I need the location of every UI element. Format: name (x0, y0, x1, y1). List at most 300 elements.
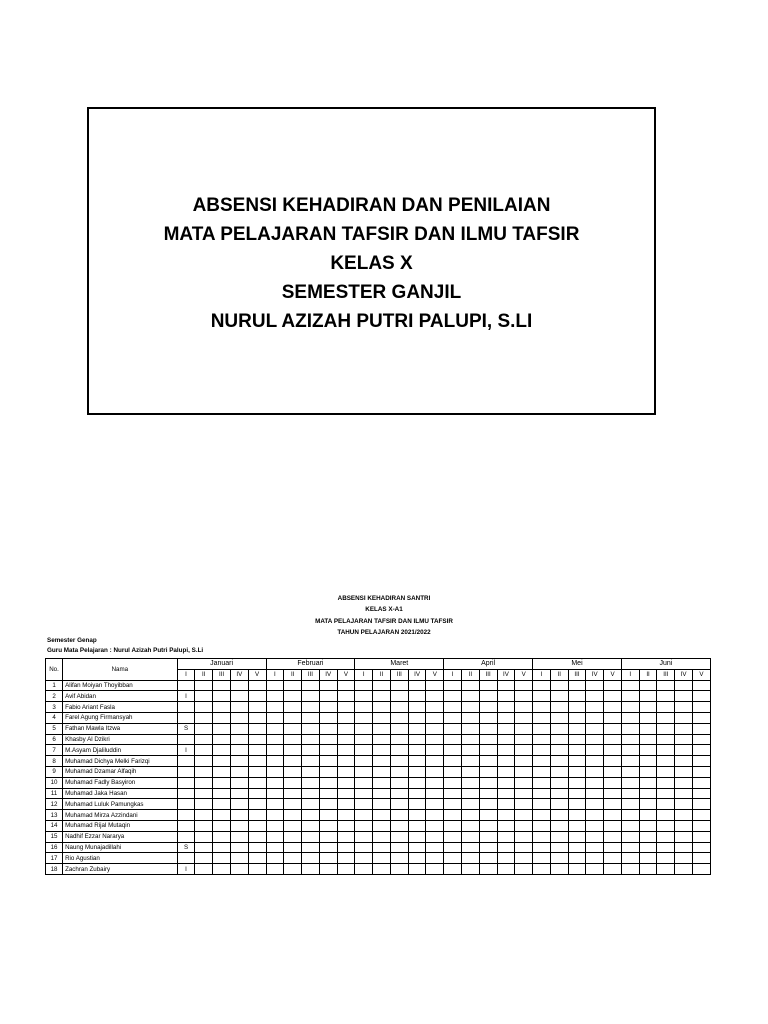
attendance-cell (390, 788, 408, 799)
row-number: 9 (46, 766, 63, 777)
attendance-cell (373, 712, 391, 723)
attendance-cell (550, 691, 568, 702)
attendance-cell (284, 691, 302, 702)
attendance-cell (408, 756, 426, 767)
row-number: 17 (46, 853, 63, 864)
attendance-cell (373, 810, 391, 821)
attendance-cell (408, 842, 426, 853)
attendance-cell (515, 712, 533, 723)
attendance-cell (284, 745, 302, 756)
attendance-cell (266, 853, 284, 864)
attendance-cell (604, 745, 622, 756)
title-line: KELAS X (330, 253, 413, 274)
attendance-cell (657, 712, 675, 723)
week-header: IV (230, 669, 248, 680)
attendance-cell (444, 734, 462, 745)
month-header: Mei (533, 659, 622, 670)
attendance-cell (390, 864, 408, 875)
attendance-cell (604, 766, 622, 777)
student-name: Muhamad Jaka Hasan (63, 788, 178, 799)
week-header: V (604, 669, 622, 680)
title-line: ABSENSI KEHADIRAN DAN PENILAIAN (192, 195, 551, 216)
attendance-cell (319, 853, 337, 864)
attendance-cell (195, 853, 213, 864)
week-header: V (692, 669, 710, 680)
attendance-cell (586, 810, 604, 821)
attendance-cell (230, 756, 248, 767)
attendance-cell (497, 766, 515, 777)
week-header: V (426, 669, 444, 680)
row-number: 18 (46, 864, 63, 875)
attendance-cell (621, 777, 639, 788)
attendance-cell (461, 723, 479, 734)
attendance-cell (639, 712, 657, 723)
student-name: Khasby Al Dzikri (63, 734, 178, 745)
attendance-cell (692, 691, 710, 702)
attendance-cell (284, 712, 302, 723)
attendance-cell (408, 810, 426, 821)
attendance-cell (373, 831, 391, 842)
attendance-cell (515, 766, 533, 777)
attendance-cell (550, 810, 568, 821)
attendance-cell (497, 723, 515, 734)
attendance-cell (195, 831, 213, 842)
attendance-cell (568, 777, 586, 788)
attendance-cell (533, 853, 551, 864)
attendance-cell (426, 810, 444, 821)
attendance-cell (426, 723, 444, 734)
attendance-cell (408, 702, 426, 713)
attendance-cell (675, 756, 693, 767)
attendance-cell (284, 820, 302, 831)
attendance-cell (248, 853, 266, 864)
attendance-cell (302, 756, 320, 767)
attendance-cell (692, 712, 710, 723)
attendance-cell (657, 788, 675, 799)
attendance-cell (195, 712, 213, 723)
attendance-cell (390, 691, 408, 702)
attendance-cell (426, 766, 444, 777)
attendance-cell (426, 788, 444, 799)
attendance-cell (213, 691, 231, 702)
week-header: III (568, 669, 586, 680)
attendance-cell (390, 777, 408, 788)
attendance-cell (302, 820, 320, 831)
row-number: 6 (46, 734, 63, 745)
attendance-cell (319, 766, 337, 777)
attendance-cell (373, 680, 391, 691)
attendance-cell (657, 745, 675, 756)
attendance-cell (230, 864, 248, 875)
attendance-cell (390, 702, 408, 713)
attendance-cell (230, 723, 248, 734)
week-header: II (550, 669, 568, 680)
attendance-cell (355, 842, 373, 853)
attendance-cell (550, 756, 568, 767)
attendance-cell (675, 810, 693, 821)
title-block (89, 191, 654, 336)
attendance-cell (657, 734, 675, 745)
attendance-cell (390, 831, 408, 842)
attendance-cell (604, 734, 622, 745)
attendance-cell (426, 853, 444, 864)
student-name: Avif Abidan (63, 691, 178, 702)
attendance-cell (195, 745, 213, 756)
attendance-cell (568, 820, 586, 831)
attendance-cell (444, 702, 462, 713)
title-line: NURUL AZIZAH PUTRI PALUPI, S.LI (210, 311, 533, 332)
attendance-cell (355, 680, 373, 691)
attendance-cell (195, 788, 213, 799)
attendance-cell (337, 864, 355, 875)
week-header: IV (675, 669, 693, 680)
attendance-cell (408, 788, 426, 799)
attendance-cell (639, 799, 657, 810)
table-row (46, 702, 711, 713)
attendance-cell (497, 842, 515, 853)
attendance-cell (426, 842, 444, 853)
attendance-cell (533, 810, 551, 821)
attendance-cell (390, 734, 408, 745)
week-header: I (355, 669, 373, 680)
attendance-cell (515, 831, 533, 842)
attendance-cell (604, 810, 622, 821)
table-row (46, 756, 711, 767)
attendance-cell (515, 788, 533, 799)
attendance-cell (586, 712, 604, 723)
attendance-cell (337, 820, 355, 831)
attendance-cell (408, 680, 426, 691)
attendance-cell (621, 734, 639, 745)
student-name: Muhamad Dzamar Alfaqih (63, 766, 178, 777)
attendance-cell (213, 745, 231, 756)
attendance-cell (479, 734, 497, 745)
attendance-cell (621, 702, 639, 713)
attendance-cell (586, 723, 604, 734)
attendance-cell (497, 691, 515, 702)
attendance-cell (248, 680, 266, 691)
attendance-cell (426, 756, 444, 767)
attendance-cell (408, 853, 426, 864)
attendance-cell (266, 745, 284, 756)
attendance-cell (319, 831, 337, 842)
attendance-cell (533, 831, 551, 842)
attendance-cell (533, 745, 551, 756)
attendance-cell (497, 777, 515, 788)
attendance-cell (177, 831, 195, 842)
table-row (46, 831, 711, 842)
title-box (87, 107, 656, 415)
attendance-cell (195, 864, 213, 875)
attendance-cell (302, 702, 320, 713)
attendance-cell (337, 777, 355, 788)
attendance-cell: S (177, 723, 195, 734)
attendance-cell (284, 799, 302, 810)
attendance-cell (408, 777, 426, 788)
attendance-cell (586, 745, 604, 756)
attendance-cell (461, 831, 479, 842)
attendance-cell (230, 745, 248, 756)
attendance-cell (639, 745, 657, 756)
attendance-cell (692, 820, 710, 831)
attendance-cell (675, 702, 693, 713)
table-row (46, 820, 711, 831)
attendance-cell (461, 820, 479, 831)
attendance-cell (604, 820, 622, 831)
attendance-cell (621, 810, 639, 821)
row-number: 14 (46, 820, 63, 831)
attendance-cell (586, 799, 604, 810)
attendance-cell (195, 799, 213, 810)
week-header: I (177, 669, 195, 680)
attendance-cell (337, 756, 355, 767)
week-header: V (248, 669, 266, 680)
row-number: 7 (46, 745, 63, 756)
attendance-cell (230, 788, 248, 799)
attendance-cell (426, 734, 444, 745)
attendance-cell (373, 723, 391, 734)
attendance-cell (213, 766, 231, 777)
attendance-cell (692, 734, 710, 745)
attendance-cell (337, 680, 355, 691)
attendance-cell (426, 680, 444, 691)
attendance-cell (586, 788, 604, 799)
attendance-cell (213, 788, 231, 799)
attendance-cell (426, 864, 444, 875)
attendance-cell (692, 702, 710, 713)
attendance-cell (533, 723, 551, 734)
attendance-cell: I (177, 864, 195, 875)
attendance-cell (657, 691, 675, 702)
attendance-cell (444, 820, 462, 831)
attendance-cell (479, 680, 497, 691)
month-header: Januari (177, 659, 266, 670)
attendance-cell (604, 788, 622, 799)
column-header-no: No. (46, 659, 63, 681)
attendance-cell (533, 766, 551, 777)
attendance-cell (337, 788, 355, 799)
attendance-cell (355, 788, 373, 799)
attendance-cell (444, 723, 462, 734)
attendance-cell (461, 766, 479, 777)
attendance-cell (692, 853, 710, 864)
attendance-cell (355, 723, 373, 734)
attendance-cell (550, 799, 568, 810)
attendance-cell (444, 810, 462, 821)
attendance-cell (675, 680, 693, 691)
attendance-cell (248, 842, 266, 853)
attendance-cell (230, 712, 248, 723)
attendance-cell (444, 691, 462, 702)
attendance-cell (302, 853, 320, 864)
attendance-cell (621, 756, 639, 767)
attendance-cell (497, 853, 515, 864)
attendance-cell (373, 842, 391, 853)
attendance-cell (604, 691, 622, 702)
attendance-cell (515, 691, 533, 702)
attendance-cell (604, 831, 622, 842)
attendance-cell (586, 691, 604, 702)
attendance-cell (461, 777, 479, 788)
attendance-cell (461, 745, 479, 756)
attendance-cell (444, 712, 462, 723)
attendance-cell (479, 799, 497, 810)
attendance-cell (675, 745, 693, 756)
attendance-cell (550, 680, 568, 691)
attendance-cell (479, 702, 497, 713)
attendance-cell (533, 691, 551, 702)
attendance-cell (675, 766, 693, 777)
student-name: Rio Agustian (63, 853, 178, 864)
attendance-cell: I (177, 745, 195, 756)
attendance-cell (319, 756, 337, 767)
attendance-cell (639, 820, 657, 831)
week-header: III (302, 669, 320, 680)
attendance-cell (550, 820, 568, 831)
attendance-cell (621, 853, 639, 864)
attendance-cell (408, 734, 426, 745)
attendance-cell (426, 745, 444, 756)
week-header: V (337, 669, 355, 680)
attendance-cell (692, 864, 710, 875)
month-header: Februari (266, 659, 355, 670)
attendance-cell (497, 734, 515, 745)
attendance-cell (497, 702, 515, 713)
attendance-cell (337, 799, 355, 810)
attendance-cell (266, 702, 284, 713)
attendance-cell (568, 745, 586, 756)
attendance-cell (675, 734, 693, 745)
attendance-cell (177, 777, 195, 788)
attendance-cell (692, 788, 710, 799)
attendance-cell (444, 842, 462, 853)
attendance-cell (319, 810, 337, 821)
student-name: Zachran Zubairy (63, 864, 178, 875)
attendance-cell (195, 756, 213, 767)
attendance-cell (550, 702, 568, 713)
attendance-table (45, 658, 711, 875)
attendance-cell (515, 680, 533, 691)
attendance-cell (444, 831, 462, 842)
attendance-cell (266, 842, 284, 853)
attendance-cell (373, 756, 391, 767)
attendance-cell (355, 712, 373, 723)
column-header-name: Nama (63, 659, 178, 681)
attendance-cell (497, 745, 515, 756)
attendance-cell (692, 723, 710, 734)
attendance-cell (319, 777, 337, 788)
attendance-cell (195, 723, 213, 734)
attendance-cell (639, 756, 657, 767)
table-row (46, 745, 711, 756)
attendance-cell (302, 842, 320, 853)
student-name: Muhamad Rijal Mutaqin (63, 820, 178, 831)
attendance-cell (177, 799, 195, 810)
week-header: I (621, 669, 639, 680)
attendance-cell (248, 691, 266, 702)
attendance-cell (230, 777, 248, 788)
attendance-cell (621, 831, 639, 842)
attendance-cell (657, 766, 675, 777)
attendance-cell (373, 799, 391, 810)
header-line: ABSENSI KEHADIRAN SANTRI (337, 595, 431, 602)
week-header: II (639, 669, 657, 680)
row-number: 5 (46, 723, 63, 734)
attendance-cell (550, 842, 568, 853)
student-name: Muhamad Luluk Pamungkas (63, 799, 178, 810)
attendance-cell (533, 702, 551, 713)
attendance-cell (550, 712, 568, 723)
attendance-cell (479, 864, 497, 875)
attendance-cell (550, 864, 568, 875)
attendance-cell (408, 723, 426, 734)
attendance-cell (355, 853, 373, 864)
attendance-cell (675, 712, 693, 723)
attendance-cell (426, 691, 444, 702)
attendance-cell (284, 788, 302, 799)
attendance-cell (195, 702, 213, 713)
attendance-cell (248, 766, 266, 777)
attendance-cell (337, 831, 355, 842)
table-row (46, 864, 711, 875)
attendance-cell (355, 745, 373, 756)
attendance-cell (621, 799, 639, 810)
attendance-cell (177, 810, 195, 821)
attendance-cell (390, 756, 408, 767)
attendance-cell (604, 723, 622, 734)
attendance-cell (621, 766, 639, 777)
attendance-cell (390, 853, 408, 864)
student-name: Muhamad Fadly Basyiron (63, 777, 178, 788)
table-row (46, 734, 711, 745)
week-header: IV (497, 669, 515, 680)
attendance-cell (195, 810, 213, 821)
attendance-cell (319, 734, 337, 745)
attendance-cell (621, 864, 639, 875)
attendance-cell (515, 756, 533, 767)
attendance-cell (550, 723, 568, 734)
attendance-cell (177, 788, 195, 799)
attendance-cell (177, 766, 195, 777)
attendance-cell (373, 853, 391, 864)
attendance-cell (586, 756, 604, 767)
attendance-cell (515, 723, 533, 734)
row-number: 12 (46, 799, 63, 810)
attendance-cell (444, 788, 462, 799)
attendance-cell (675, 842, 693, 853)
header-line: TAHUN PELAJARAN 2021/2022 (337, 629, 431, 637)
week-header: II (373, 669, 391, 680)
attendance-cell (284, 756, 302, 767)
teacher-label: Guru Mata Pelajaran : Nurul Azizah Putri Palupi, S.Li (47, 647, 204, 654)
attendance-cell (692, 777, 710, 788)
attendance-cell (657, 799, 675, 810)
row-number: 11 (46, 788, 63, 799)
attendance-cell (266, 680, 284, 691)
attendance-cell (568, 756, 586, 767)
attendance-cell (497, 680, 515, 691)
attendance-cell (639, 864, 657, 875)
attendance-cell (479, 691, 497, 702)
attendance-cell (461, 853, 479, 864)
student-name: Nadhif Ezzar Nararya (63, 831, 178, 842)
attendance-cell (479, 810, 497, 821)
attendance-cell (692, 842, 710, 853)
attendance-cell (319, 712, 337, 723)
table-row (46, 842, 711, 853)
attendance-cell (604, 712, 622, 723)
title-line: SEMESTER GANJIL (281, 282, 462, 303)
